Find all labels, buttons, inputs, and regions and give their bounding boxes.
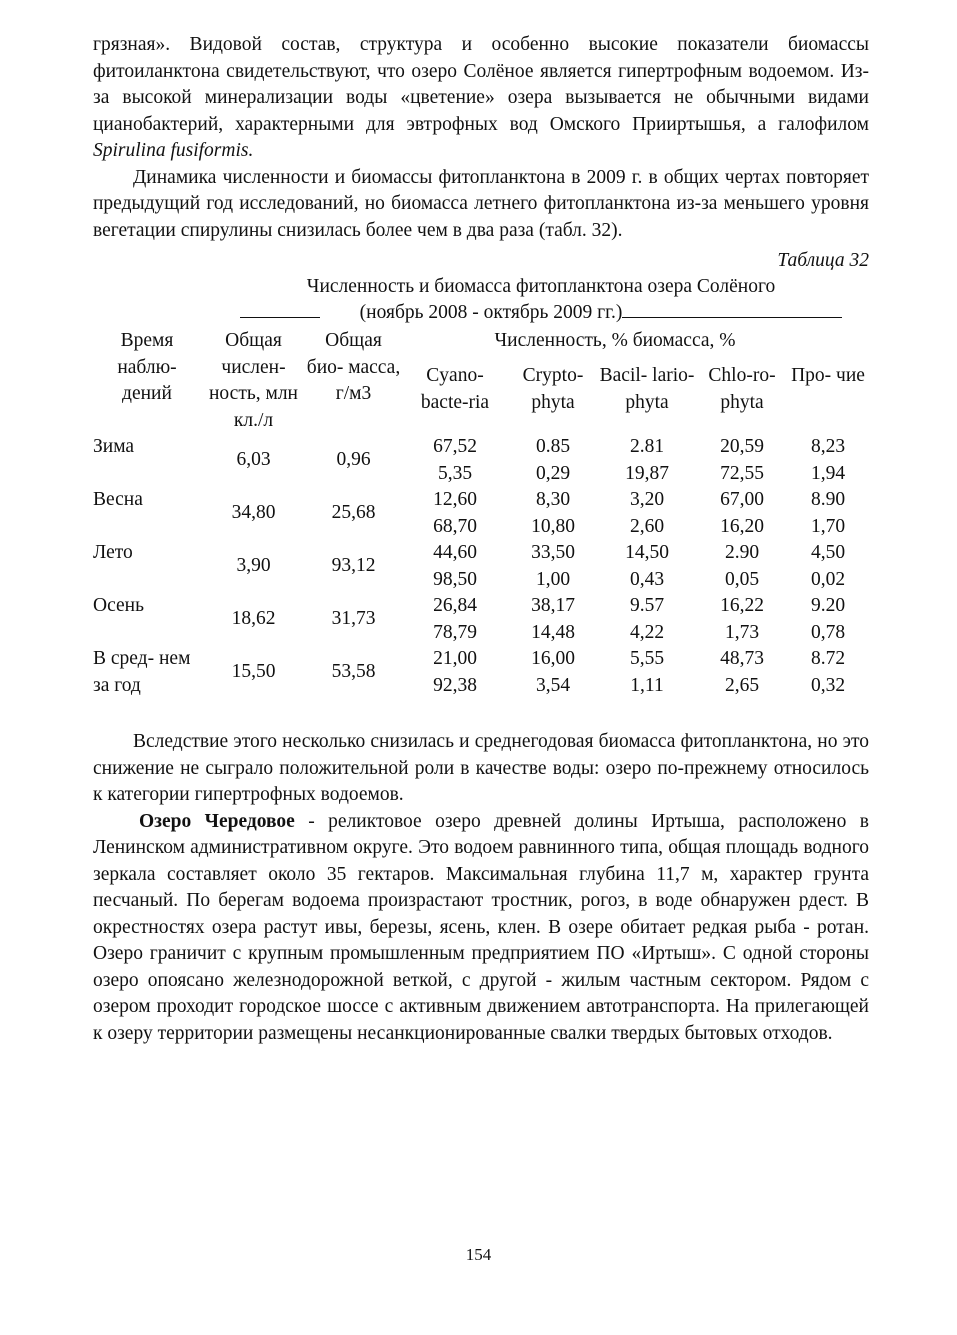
cyano-cell — [401, 434, 509, 487]
bacil-cell — [597, 540, 697, 593]
count-percent: 2.81 — [629, 436, 665, 457]
count-percent: 14,50 — [625, 542, 669, 563]
table-title — [211, 274, 871, 326]
paragraph-4 — [93, 809, 869, 1048]
table-row — [93, 646, 869, 699]
biomass-percent: 1,70 — [810, 515, 846, 537]
bacil-cell — [597, 487, 697, 540]
page-number: 154 — [465, 1245, 492, 1264]
season-cell: Осень — [93, 595, 144, 616]
chloro-cell — [697, 487, 787, 540]
crypto-cell — [509, 646, 597, 699]
chloro-cell — [697, 434, 787, 487]
biomass-percent: 1,94 — [810, 462, 846, 484]
total-biomass-cell: 25,68 — [331, 502, 376, 524]
season-cell: Весна — [93, 489, 143, 510]
header-bacil: Bacil- lario- phyta — [599, 365, 695, 413]
total-count-cell: 3,90 — [236, 555, 271, 577]
other-cell — [787, 540, 869, 593]
biomass-percent: 4,22 — [629, 621, 665, 643]
table-header-row — [93, 328, 869, 363]
season-cell: Лето — [93, 542, 133, 563]
biomass-percent: 19,87 — [625, 462, 669, 484]
count-percent: 4,50 — [810, 542, 846, 563]
count-percent: 21,00 — [433, 648, 477, 669]
count-percent: 0.85 — [535, 436, 571, 457]
count-percent: 26,84 — [433, 595, 477, 616]
paragraph-3: Вследствие этого несколько снизилась и среднегодовая биомасса фитопланктона, но это снижение не сыграло положительной роли в качестве воды: озеро по-прежнему относилось к категории гипертрофных водоемов. — [93, 731, 869, 805]
count-percent: 16,22 — [720, 595, 764, 616]
cyano-cell — [401, 646, 509, 699]
biomass-percent: 0,78 — [810, 621, 846, 643]
count-percent: 67,52 — [433, 436, 477, 457]
chloro-cell — [697, 540, 787, 593]
count-percent: 67,00 — [720, 489, 764, 510]
header-other: Про- чие — [791, 365, 865, 387]
total-count-cell: 18,62 — [231, 608, 276, 630]
count-percent: 8,23 — [810, 436, 846, 457]
biomass-percent: 0,32 — [810, 674, 846, 696]
chloro-cell — [697, 593, 787, 646]
count-percent: 48,73 — [720, 648, 764, 669]
cyano-cell — [401, 593, 509, 646]
bacil-cell — [597, 646, 697, 699]
count-percent: 3,20 — [629, 489, 665, 510]
biomass-percent: 0,02 — [810, 568, 846, 590]
total-count-cell: 6,03 — [236, 449, 271, 471]
paragraph-4-text: - реликтовое озеро древней долины Иртыша, расположено в Ленинском административном округе. Это водоем равнинного типа, общая площадь водного зеркала составляет около 35 гектаров. Максимальная глубина 11,7 м, характер грунта песчаный. По берегам водоема произрастают тростник, рогоз, в воде обнаружен рдест. В окрестностях озера растут ивы, березы, ясень, клен. В озере обитает редкая рыба - ротан. Озеро граничит с крупным промышленным предприятием ПО «Иртыш». С одной стороны озеро опоясано железнодорожной веткой, с другой - жилым частным сектором. Рядом с озером проходит городское шоссе с активным движением автотранспорта. На прилегающей к озеру территории размещены несанкционированные свалки твердых бытовых отходов. — [93, 810, 869, 1044]
table-row — [93, 540, 869, 593]
biomass-percent: 0,05 — [724, 568, 760, 590]
cyano-cell — [401, 487, 509, 540]
bacil-cell — [597, 593, 697, 646]
count-percent: 8.72 — [810, 648, 846, 669]
lake-name: Озеро Чередовое — [139, 810, 295, 832]
header-total-biomass: Общая био- масса, г/м3 — [306, 330, 401, 404]
biomass-percent: 98,50 — [433, 568, 477, 590]
species-name: Spirulina fusiformis. — [93, 140, 254, 161]
biomass-percent: 14,48 — [531, 621, 575, 643]
chloro-cell — [697, 646, 787, 699]
page-content — [93, 32, 869, 1047]
biomass-percent: 3,54 — [535, 674, 571, 696]
biomass-percent: 0,29 — [535, 462, 571, 484]
biomass-percent: 16,20 — [720, 515, 764, 537]
count-percent: 38,17 — [531, 595, 575, 616]
phytoplankton-table — [93, 328, 869, 699]
count-percent: 8.90 — [810, 489, 846, 510]
table-row — [93, 487, 869, 540]
biomass-percent: 68,70 — [433, 515, 477, 537]
count-percent: 9.57 — [629, 595, 665, 616]
crypto-cell — [509, 593, 597, 646]
biomass-percent: 10,80 — [531, 515, 575, 537]
total-count-cell: 15,50 — [231, 661, 276, 683]
paragraph-1-text: грязная». Видовой состав, структура и особенно высокие показатели биомассы фитоиланктона свидетельствуют, что озеро Солёное является гипертрофным водоемом. Из-за высокой минерализации воды «цветение» озера вызывается не обычными видами цианобактерий, характерными для эвтрофных вод Омского Прииртышья, а галофилом — [93, 34, 869, 135]
cyano-cell — [401, 540, 509, 593]
count-percent: 2.90 — [724, 542, 760, 563]
crypto-cell — [509, 434, 597, 487]
count-percent: 5,55 — [629, 648, 665, 669]
biomass-percent: 78,79 — [433, 621, 477, 643]
count-percent: 9.20 — [810, 595, 846, 616]
header-cyano: Cyano- bacte-ria — [420, 365, 490, 413]
paragraph-2: Динамика численности и биомассы фитопланктона в 2009 г. в общих чертах повторяет предыдущий год исследований, но биомасса летнего фитопланктона из-за меньшего уровня вегетации спирулины снизилась более чем в два раза (табл. 32). — [93, 166, 869, 241]
season-cell: В сред- нем за год — [93, 648, 191, 696]
total-biomass-cell: 31,73 — [331, 608, 376, 630]
total-biomass-cell: 0,96 — [336, 449, 371, 471]
biomass-percent: 92,38 — [433, 674, 477, 696]
header-total-count: Общая числен- ность, млн кл./л — [209, 330, 298, 431]
count-percent: 8,30 — [535, 489, 571, 510]
total-count-cell: 34,80 — [231, 502, 276, 524]
other-cell — [787, 434, 869, 487]
table-row — [93, 593, 869, 646]
count-percent: 44,60 — [433, 542, 477, 563]
total-biomass-cell: 93,12 — [331, 555, 376, 577]
other-cell — [787, 593, 869, 646]
biomass-percent: 5,35 — [437, 462, 473, 484]
title-underline-left — [240, 301, 320, 318]
biomass-percent: 2,60 — [629, 515, 665, 537]
header-chloro: Chlo-ro- phyta — [708, 365, 776, 413]
total-biomass-cell: 53,58 — [331, 661, 376, 683]
count-percent: 20,59 — [720, 436, 764, 457]
header-time: Время наблю- дений — [117, 330, 177, 404]
other-cell — [787, 487, 869, 540]
season-cell: Зима — [93, 436, 135, 457]
header-crypto: Crypto- phyta — [522, 365, 584, 413]
biomass-percent: 1,11 — [630, 674, 664, 696]
count-percent: 12,60 — [433, 489, 477, 510]
table-body — [93, 434, 869, 699]
bacil-cell — [597, 434, 697, 487]
paragraph-1 — [93, 32, 869, 165]
biomass-percent: 1,73 — [724, 621, 760, 643]
count-percent: 33,50 — [531, 542, 575, 563]
table-title-line2-wrap — [211, 300, 871, 326]
crypto-cell — [509, 487, 597, 540]
table-caption: Таблица 32 — [777, 250, 869, 271]
crypto-cell — [509, 540, 597, 593]
table-title-line1: Численность и биомасса фитопланктона озера Солёного — [306, 276, 776, 297]
biomass-percent: 0,43 — [629, 568, 665, 590]
biomass-percent: 1,00 — [535, 568, 571, 590]
header-group: Численность, % биомасса, % — [494, 330, 736, 351]
title-underline-right — [622, 301, 842, 318]
biomass-percent: 72,55 — [720, 462, 764, 484]
count-percent: 16,00 — [531, 648, 575, 669]
biomass-percent: 2,65 — [724, 674, 760, 696]
other-cell — [787, 646, 869, 699]
table-row — [93, 434, 869, 487]
table-title-line2: (ноябрь 2008 - октябрь 2009 гг.) — [359, 302, 623, 323]
